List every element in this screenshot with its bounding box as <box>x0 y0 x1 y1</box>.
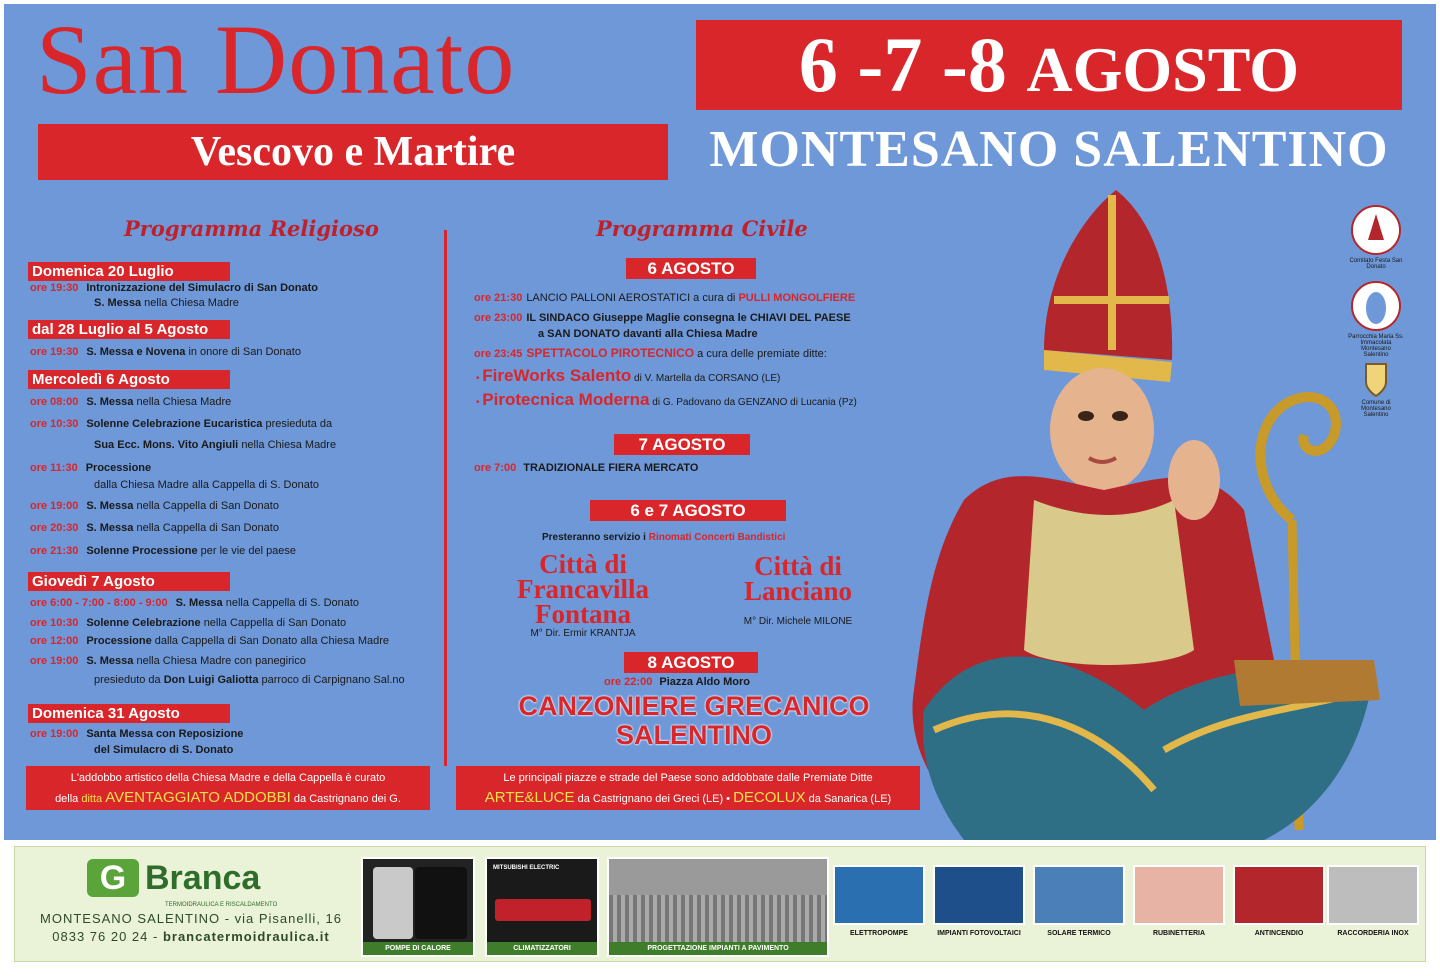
event-line: ore 6:00 - 7:00 - 8:00 - 9:00 S. Messa nella Cappella di S. Donato <box>30 597 360 609</box>
event-line: ore 23:45 SPETTACOLO PIROTECNICO a cura delle premiate ditte: <box>474 346 827 360</box>
event-line: ore 19:00 Santa Messa con Reposizione <box>30 728 244 740</box>
product-air-conditioners: MITSUBISHI ELECTRIC CLIMATIZZATORI <box>485 857 599 957</box>
product-stainless-fittings: RACCORDERIA INOX <box>1327 865 1419 953</box>
day-bar: 6 e 7 AGOSTO <box>590 500 786 521</box>
concert-title-line1: CANZONIERE GRECANICO <box>518 691 870 721</box>
festival-committee-logo: Comitato Festa San Donato <box>1348 204 1404 270</box>
municipality-logo: Comune di Montesano Salentino <box>1348 358 1404 418</box>
fireworks-company: • FireWorks Salento di V. Martella da CORSANO (LE) <box>476 366 781 385</box>
civil-program-heading: Programma Civile <box>596 216 808 241</box>
band-city: Città di Lanciano <box>743 551 853 606</box>
event-line: ore 19:00 S. Messa nella Chiesa Madre con panegirico <box>30 655 306 667</box>
product-taps: RUBINETTERIA <box>1133 865 1225 953</box>
brand-tagline: TERMOIDRAULICA E RISCALDAMENTO <box>165 902 278 908</box>
parish-logo: Parrocchia Maria Ss. Immacolata Montesano Salentino <box>1348 280 1404 358</box>
parish-emblem-icon <box>1348 280 1404 332</box>
band-intro: Presteranno servizio i Rinomati Concerti Bandistici <box>542 532 786 543</box>
day-bar: Giovedì 7 Agosto <box>28 572 230 591</box>
day-bar: Domenica 31 Agosto <box>28 704 230 723</box>
day-bar: 8 AGOSTO <box>624 652 758 673</box>
product-solar-thermal: SOLARE TERMICO <box>1033 865 1125 953</box>
event-line: dalla Chiesa Madre alla Cappella di S. Donato <box>94 479 320 491</box>
committee-emblem-icon <box>1348 204 1404 256</box>
festival-dates <box>696 20 1402 110</box>
day-bar: 7 AGOSTO <box>614 434 750 455</box>
band-director: M° Dir. Michele MILONE <box>743 616 853 627</box>
event-line: a SAN DONATO davanti alla Chiesa Madre <box>538 328 758 340</box>
event-line: S. Messa nella Chiesa Madre <box>94 297 239 309</box>
poster-title: San Donato <box>36 4 516 115</box>
event-line: ore 10:30 Solenne Celebrazione nella Cappella di San Donato <box>30 617 347 629</box>
decoration-credit-left: L'addobbo artistico della Chiesa Madre e della Cappella è curato della ditta AVENTAGGIATO ADDOBBI da Castrignano dei G. <box>26 766 430 810</box>
sponsor-banner <box>14 846 1426 962</box>
product-electric-pumps: ELETTROPOMPE <box>833 865 925 953</box>
band-city: Città di Francavilla Fontana <box>517 549 649 629</box>
event-line: ore 11:30 Processione <box>30 462 152 474</box>
dates-month: AGOSTO <box>1026 34 1300 105</box>
sponsor-contacts: 0833 76 20 24 - brancatermoidraulica.it <box>52 929 330 944</box>
day-bar: 6 AGOSTO <box>626 258 756 279</box>
event-line: presieduto da Don Luigi Galiotta parroco di Carpignano Sal.no <box>94 674 405 686</box>
event-line: ore 23:00 IL SINDACO Giuseppe Maglie consegna le CHIAVI DEL PAESE <box>474 312 851 324</box>
product-heat-pumps: POMPE DI CALORE <box>361 857 475 957</box>
event-line: Sua Ecc. Mons. Vito Angiuli nella Chiesa Madre <box>94 439 337 451</box>
event-line: ore 10:30 Solenne Celebrazione Eucaristica presieduta da <box>30 418 333 430</box>
event-line: ore 12:00 Processione dalla Cappella di San Donato alla Chiesa Madre <box>30 635 389 647</box>
day-bar: Domenica 20 Luglio <box>28 262 230 281</box>
decoration-credit-right: Le principali piazze e strade del Paese sono addobbate dalle Premiate Ditte ARTE&LUCE da Castrignano dei Greci (LE) • DECOLUX da Sanarica (LE) <box>456 766 920 810</box>
product-floor-heating: PROGETTAZIONE IMPIANTI A PAVIMENTO <box>607 857 829 957</box>
event-line: ore 19:30 Intronizzazione del Simulacro di San Donato <box>30 282 318 294</box>
day-bar: Mercoledì 6 Agosto <box>28 370 230 389</box>
town-crest-icon <box>1348 358 1404 398</box>
town-name: MONTESANO SALENTINO <box>709 121 1389 178</box>
saint-statue-image <box>904 190 1394 840</box>
day-bar: dal 28 Luglio al 5 Agosto <box>28 320 230 339</box>
concert-title-line2: SALENTINO <box>615 720 772 750</box>
branca-g-icon: G <box>87 859 139 897</box>
event-line: ore 19:00 S. Messa nella Cappella di San Donato <box>30 500 279 512</box>
event-line: ore 21:30 LANCIO PALLONI AEROSTATICI a cura di PULLI MONGOLFIERE <box>474 292 856 304</box>
column-divider <box>444 230 447 766</box>
dates-days: 6 -7 -8 <box>798 21 1007 108</box>
sponsor-address: MONTESANO SALENTINO - via Pisanelli, 16 <box>40 911 342 926</box>
festival-poster <box>4 4 1436 840</box>
product-fire-safety: ANTINCENDIO <box>1233 865 1325 953</box>
religious-program-heading: Programma Religioso <box>124 216 379 241</box>
event-line: ore 22:00 Piazza Aldo Moro <box>604 676 751 688</box>
event-line: ore 20:30 S. Messa nella Cappella di San Donato <box>30 522 279 534</box>
event-line: ore 19:30 S. Messa e Novena in onore di San Donato <box>30 346 301 358</box>
event-line: ore 7:00 TRADIZIONALE FIERA MERCATO <box>474 462 699 474</box>
product-solar-panels: IMPIANTI FOTOVOLTAICI <box>933 865 1025 953</box>
event-line: ore 21:30 Solenne Processione per le vie del paese <box>30 545 297 557</box>
event-line: del Simulacro di S. Donato <box>94 744 234 756</box>
poster-subtitle: Vescovo e Martire <box>38 124 668 180</box>
band-director: M° Dir. Ermir KRANTJA <box>530 628 636 639</box>
event-line: ore 08:00 S. Messa nella Chiesa Madre <box>30 396 232 408</box>
fireworks-company: • Pirotecnica Moderna di G. Padovano da GENZANO di Lucania (Pz) <box>476 390 857 409</box>
branca-logo: G Branca <box>87 859 260 898</box>
